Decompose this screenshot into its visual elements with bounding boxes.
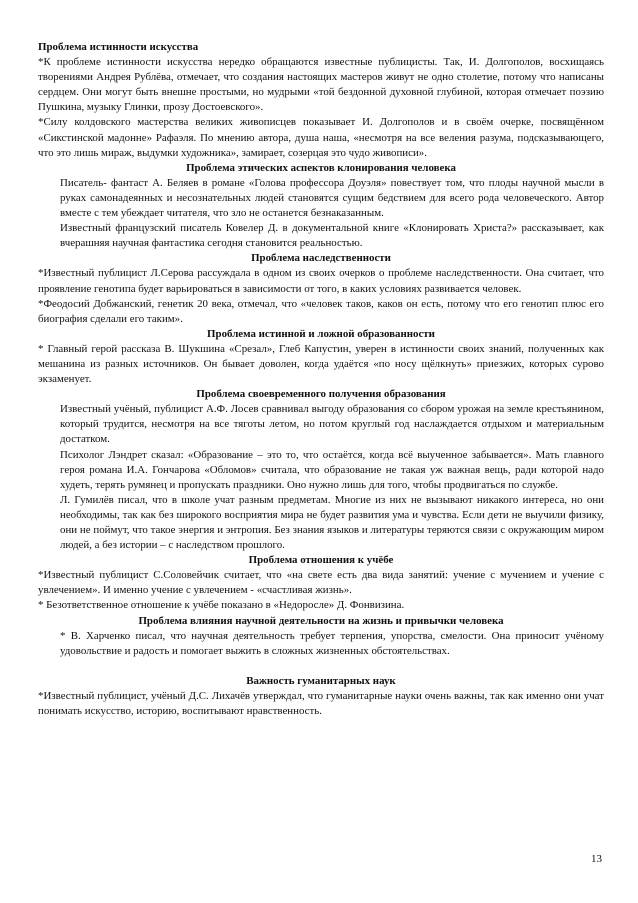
- section: [38, 614, 604, 659]
- document-body: [38, 40, 604, 719]
- paragraph: *Феодосий Добжанский, генетик 20 века, отмечал, что «человек таков, каков он есть, потому что его генотип плюс его биография сделали его таким».: [38, 297, 604, 325]
- paragraph: * Главный герой рассказа В. Шукшина «Срезал», Глеб Капустин, уверен в истинности своих знаний, полученных как мешанина из разных источников. Он бывает доволен, когда удаётся «по носу щёлкнуть» приезжих, которых сурово экзаменует.: [38, 342, 604, 386]
- section-heading: Проблема наследственности: [251, 252, 391, 265]
- section-heading: Проблема своевременного получения образования: [196, 388, 446, 401]
- section: [38, 553, 604, 613]
- section-gap: [38, 659, 604, 674]
- paragraph: Писатель- фантаст А. Беляев в романе «Голова профессора Доуэля» повествует том, что плоды научной мысли в руках самонадеянных и несознательных людей становятся сущим бедствием для всего рода человеческого. Автор вместе с тем убеждает читателя, что зло не останется безнаказанным.: [60, 176, 604, 220]
- section: [38, 40, 604, 161]
- section: [38, 327, 604, 387]
- section-heading: Проблема влияния научной деятельности на жизнь и привычки человека: [138, 614, 504, 627]
- paragraph: Известный учёный, публицист А.Ф. Лосев сравнивал выгоду образования со сбором урожая на земле крестьянином, который трудится, несмотря на все тяготы летом, но потом круглый год наслаждается отдыхом и материальным достатком.: [60, 403, 604, 446]
- paragraph: Л. Гумилёв писал, что в школе учат разным предметам. Многие из них не вызывают никакого интереса, но они необходимы, так как без широкого восприятия мира не будет развития ума и чувства. Если дети не выучили физику, они не поймут, что такое энергия и энтропия. Без знания языков и литературы теряются связи с окружающим миром людей, а без истории – с наследством прошлого.: [60, 493, 604, 552]
- paragraph: *Известный публицист С.Соловейчик считает, что «на свете есть два вида занятий: учение с мучением и учение с увлечением». И именно учение с увлечением - «счастливая жизнь».: [38, 569, 604, 597]
- page-number: 13: [591, 853, 602, 865]
- paragraph: * Безответственное отношение к учёбе показано в «Недоросле» Д. Фонвизина.: [38, 599, 405, 612]
- paragraph: *К проблеме истинности искусства нередко обращаются известные публицисты. Так, И. Долгополов, восхищаясь творениями Андрея Рублёва, отмечает, что создания настоящих мастеров живут не одно столетие, потому что написаны сердцем. Они могут быть внешне простыми, но мудрыми «той бездонной духовной глубиной, которая отмечает поэзию Пушкина, музыку Глинки, прозу Достоевского».: [38, 56, 604, 114]
- paragraph: Известный французский писатель Ковелер Д. в документальной книге «Клонировать Христа?» рассказывает, как вчерашняя научная фантастика сегодня становится реальностью.: [60, 222, 604, 250]
- section: [38, 251, 604, 326]
- section-heading: Проблема истинной и ложной образованности: [207, 327, 435, 340]
- section-heading: Проблема истинности искусства: [38, 41, 199, 53]
- paragraph: *Силу колдовского мастерства великих живописцев показывает И. Долгополов и в своём очерке, посвящённом «Сикстинской мадонне» Рафаэля. По мнению автора, душа наша, «несмотря на все веления разума, подсказывающего, что это лишь мираж, выдумки художника», замирает, созерцая это чудо живописи».: [38, 116, 604, 159]
- paragraph: *Известный публицист Л.Серова рассуждала в одном из своих очерков о проблеме наследственности. Она считает, что проявление генотипа будет варьироваться в зависимости от того, в каких условиях развивается человек.: [38, 267, 604, 295]
- section: [38, 674, 604, 719]
- section: [38, 161, 604, 252]
- paragraph: * В. Харченко писал, что научная деятельность требует терпения, упорства, смелости. Она приносит учёному удовольствие и радость и помогает выжить в сложных жизненных обстоятельствах.: [60, 629, 604, 657]
- section-heading: Важность гуманитарных наук: [246, 674, 396, 687]
- paragraph: Психолог Лэндрет сказал: «Образование – это то, что остаётся, когда всё выученное забывается». Мать главного героя романа И.А. Гончарова «Обломов» считала, что образование не такая уж важная вещь, ради которой надо худеть, терять румянец и пропускать праздники. Оно нужно лишь для того, чтобы продвигаться по службе.: [60, 448, 604, 491]
- section-heading: Проблема этических аспектов клонирования человека: [186, 161, 456, 174]
- section: [38, 387, 604, 553]
- paragraph: *Известный публицист, учёный Д.С. Лихачёв утверждал, что гуманитарные науки очень важны, так как именно они учат понимать искусство, историю, воспитывают нравственность.: [38, 689, 604, 718]
- section-heading: Проблема отношения к учёбе: [248, 554, 394, 567]
